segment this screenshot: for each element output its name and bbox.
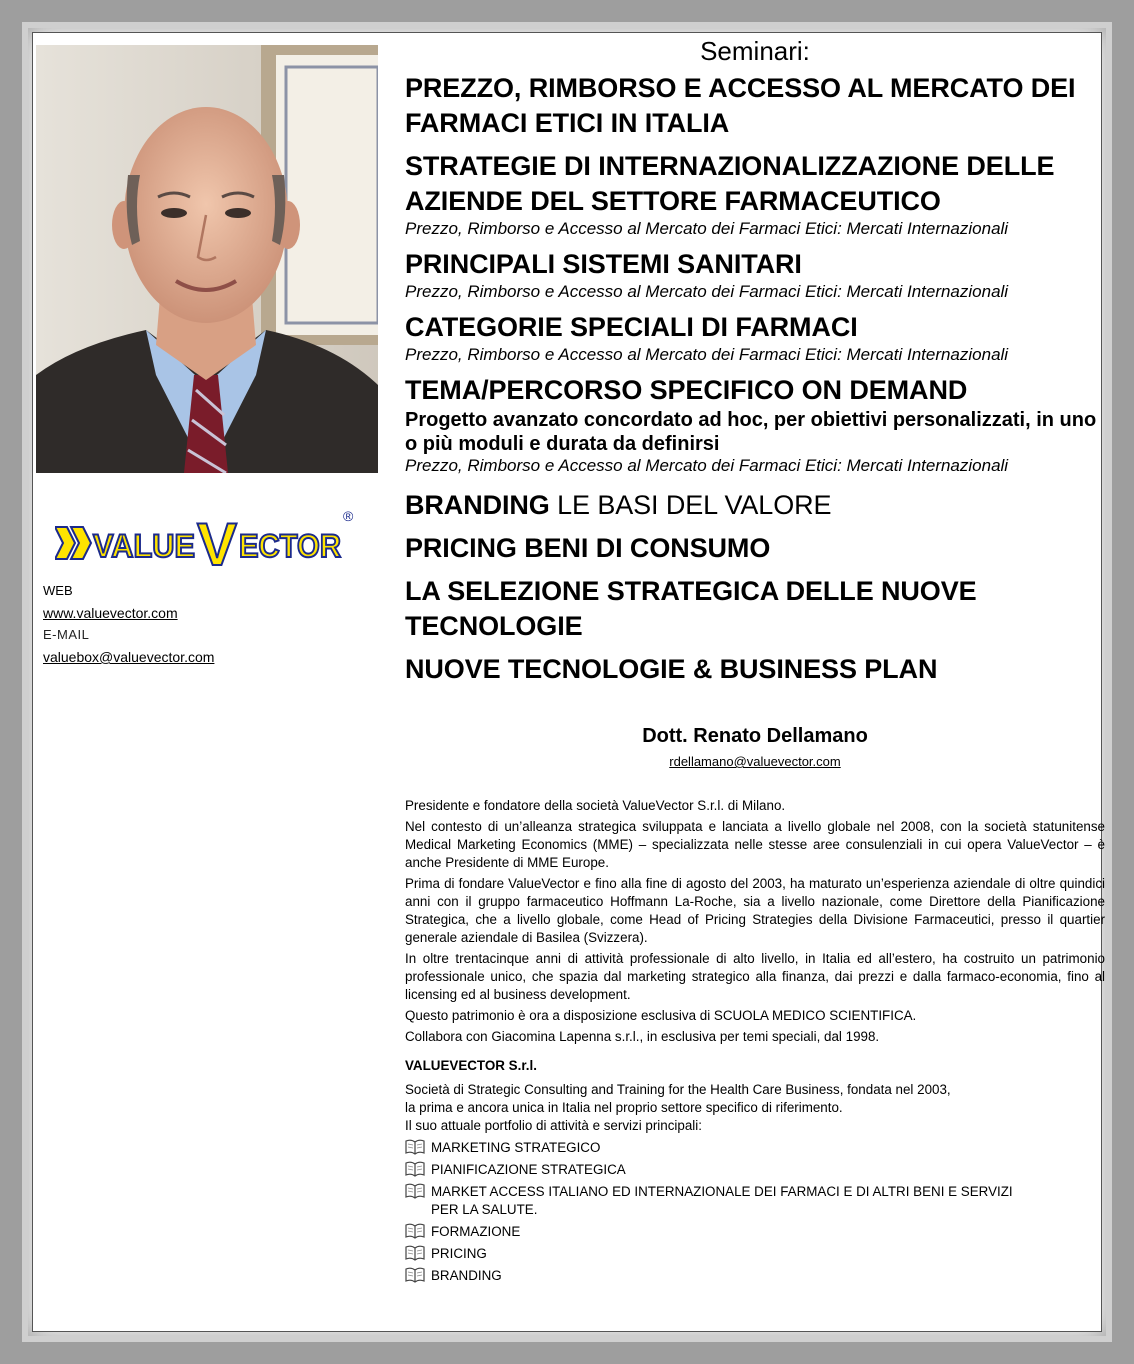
main-content	[405, 36, 1105, 1289]
seminar-title-rest: LE BASI DEL VALORE	[549, 490, 832, 520]
logo-chevron-1	[55, 527, 75, 559]
seminar-title: STRATEGIE DI INTERNAZIONALIZZAZIONE DELLE AZIENDE DEL SETTORE FARMACEUTICO	[405, 151, 1055, 216]
seminar-title-branding	[405, 488, 1105, 523]
book-icon	[405, 1223, 425, 1239]
service-item	[405, 1161, 1105, 1179]
book-icon	[405, 1245, 425, 1261]
seminar-title: TEMA/PERCORSO SPECIFICO ON DEMAND	[405, 375, 968, 405]
seminar-subtitle: Prezzo, Rimborso e Accesso al Mercato dei Farmaci Etici: Mercati Internazionali	[405, 219, 1009, 238]
service-label: PIANIFICAZIONE STRATEGICA	[431, 1162, 626, 1177]
bio-paragraph: Questo patrimonio è ora a disposizione esclusiva di SCUOLA MEDICO SCIENTIFICA.	[405, 1008, 917, 1023]
seminar-title: NUOVE TECNOLOGIE & BUSINESS PLAN	[405, 654, 938, 684]
service-label: MARKET ACCESS ITALIANO ED INTERNAZIONALE DEI FARMACI E DI ALTRI BENI E SERVIZI PER LA SALUTE.	[431, 1184, 1013, 1217]
logo-word-value: VALUE	[93, 528, 195, 564]
service-item	[405, 1139, 1105, 1157]
book-icon	[405, 1161, 425, 1177]
services-list	[405, 1139, 1105, 1285]
company-title: VALUEVECTOR S.r.l.	[405, 1058, 537, 1073]
service-item	[405, 1267, 1105, 1285]
author-email-link[interactable]: rdellamano@valuevector.com	[669, 754, 841, 769]
seminar-title: PREZZO, RIMBORSO E ACCESSO AL MERCATO DEI FARMACI ETICI IN ITALIA	[405, 73, 1076, 138]
company-section	[405, 1058, 1105, 1285]
valuevector-logo	[55, 505, 355, 577]
seminar-item	[405, 71, 1105, 141]
seminar-subtitle: Prezzo, Rimborso e Accesso al Mercato dei Farmaci Etici: Mercati Internazionali	[405, 282, 1009, 301]
book-icon	[405, 1183, 425, 1199]
seminar-item	[405, 531, 1105, 566]
email-label: E-MAIL	[43, 627, 90, 642]
service-item	[405, 1245, 1105, 1263]
service-label: MARKETING STRATEGICO	[431, 1140, 601, 1155]
company-line: Il suo attuale portfolio di attività e servizi principali:	[405, 1118, 702, 1133]
seminar-item	[405, 149, 1105, 239]
book-icon	[405, 1267, 425, 1283]
seminar-item	[405, 247, 1105, 302]
company-line: Società di Strategic Consulting and Training for the Health Care Business, fondata nel 2003,	[405, 1082, 951, 1097]
bio-paragraph: In oltre trentacinque anni di attività professionale di alto livello, in Italia ed all’estero, ha costruito un patrimonio professionale unico, che spazia dal marketing strategico alla finanza, dai prezzi e dalla farmaco-economia, fino al licensing ed al business development.	[405, 951, 1105, 1002]
seminar-title: PRINCIPALI SISTEMI SANITARI	[405, 249, 802, 279]
author-bio	[405, 797, 1105, 1046]
service-item	[405, 1223, 1105, 1241]
seminar-title-bold: BRANDING	[405, 490, 550, 520]
service-item	[405, 1183, 1105, 1219]
service-label: PRICING	[431, 1246, 487, 1261]
bio-paragraph: Presidente e fondatore della società ValueVector S.r.l. di Milano.	[405, 798, 786, 813]
bio-paragraph: Prima di fondare ValueVector e fino alla fine di agosto del 2003, ha maturato un’esperienza aziendale di oltre quindici anni con il gruppo farmaceutico Hoffmann La-Roche, sia a livello nazionale, come Direttore della Pianificazione Strategica, che a livello globale, come Head of Pricing Strategies della Divisione Farmaceutici, presso il quartier generale aziendale di Basilea (Svizzera).	[405, 876, 1105, 945]
seminar-title: PRICING BENI DI CONSUMO	[405, 533, 771, 563]
web-label: WEB	[43, 583, 73, 598]
contact-block	[43, 580, 214, 668]
service-label: FORMAZIONE	[431, 1224, 521, 1239]
company-line: la prima e ancora unica in Italia nel proprio settore specifico di riferimento.	[405, 1100, 843, 1115]
portrait-photo	[36, 45, 378, 473]
seminari-heading: Seminari:	[700, 36, 810, 66]
author-name: Dott. Renato Dellamano	[642, 725, 868, 747]
registered-mark: ®	[343, 508, 354, 524]
seminar-description: Progetto avanzato concordato ad hoc, per obiettivi personalizzati, in uno o più moduli e durata da definirsi	[405, 409, 1097, 455]
web-link[interactable]: www.valuevector.com	[43, 605, 178, 621]
seminar-subtitle: Prezzo, Rimborso e Accesso al Mercato dei Farmaci Etici: Mercati Internazionali	[405, 345, 1009, 364]
logo-letter-v: V	[197, 511, 238, 577]
bio-paragraph: Collabora con Giacomina Lapenna s.r.l., in esclusiva per temi speciali, dal 1998.	[405, 1029, 880, 1044]
bio-paragraph: Nel contesto di un’alleanza strategica sviluppata e lanciata a livello globale nel 2008, con la società statunitense Medical Marketing Economics (MME) – specializzata nelle stesse aree consulenziali in cui opera ValueVector – è anche Presidente di MME Europe.	[405, 819, 1105, 870]
logo-word-ector: ECTOR	[239, 528, 341, 564]
seminar-item	[405, 652, 1105, 687]
seminar-item	[405, 373, 1105, 476]
seminar-item	[405, 488, 1105, 523]
seminar-title: LA SELEZIONE STRATEGICA DELLE NUOVE TECNOLOGIE	[405, 576, 977, 641]
service-label: BRANDING	[431, 1268, 502, 1283]
book-icon	[405, 1139, 425, 1155]
email-link[interactable]: valuebox@valuevector.com	[43, 649, 215, 665]
seminar-subtitle: Prezzo, Rimborso e Accesso al Mercato dei Farmaci Etici: Mercati Internazionali	[405, 456, 1009, 475]
seminar-title: CATEGORIE SPECIALI DI FARMACI	[405, 312, 858, 342]
seminar-item	[405, 574, 1105, 644]
seminar-item	[405, 310, 1105, 365]
